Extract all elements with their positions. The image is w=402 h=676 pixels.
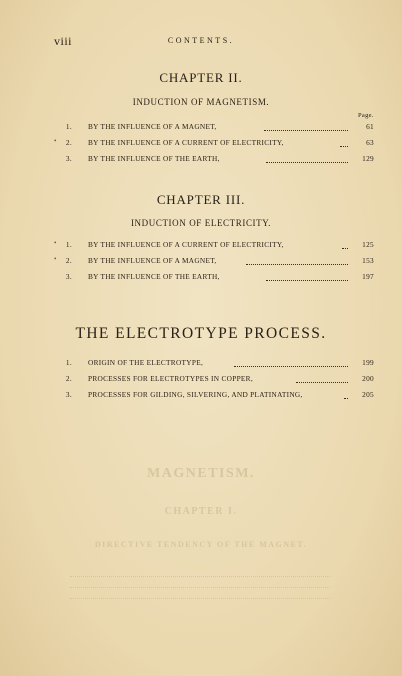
margin-mark: • bbox=[54, 255, 57, 263]
entry-page: 197 bbox=[362, 272, 374, 281]
entry-page: 199 bbox=[362, 358, 374, 367]
entry-title: BY THE INFLUENCE OF A CURRENT OF ELECTRICITY, bbox=[88, 138, 284, 147]
toc-entry bbox=[54, 240, 374, 252]
page-folio: viii bbox=[54, 34, 73, 48]
entry-page: 63 bbox=[366, 138, 374, 147]
entry-number: 1. bbox=[65, 122, 72, 131]
entry-page: 129 bbox=[362, 154, 374, 163]
entry-title: PROCESSES FOR ELECTROTYPES IN COPPER, bbox=[88, 374, 253, 383]
toc-entry bbox=[54, 154, 374, 166]
toc-entry bbox=[54, 390, 374, 402]
margin-mark: • bbox=[54, 137, 57, 145]
entry-title: ORIGIN OF THE ELECTROTYPE, bbox=[88, 358, 204, 367]
toc-entry bbox=[54, 358, 374, 370]
dot-leader bbox=[266, 280, 348, 281]
entry-title: BY THE INFLUENCE OF THE EARTH, bbox=[88, 272, 220, 281]
bleed-through-chapter: CHAPTER I. bbox=[164, 506, 238, 517]
entry-number: 1. bbox=[65, 240, 72, 249]
toc-entry bbox=[54, 256, 374, 268]
entry-number: 1. bbox=[65, 358, 72, 367]
dot-leader bbox=[296, 382, 348, 383]
dot-leader bbox=[266, 162, 348, 163]
page-column-label: Page. bbox=[358, 112, 374, 119]
chapter-2-heading: CHAPTER II. bbox=[159, 70, 243, 85]
bleed-through-heading: MAGNETISM. bbox=[147, 466, 255, 481]
toc-entry bbox=[54, 138, 374, 150]
entry-page: 200 bbox=[362, 374, 374, 383]
dot-leader bbox=[264, 130, 348, 131]
chapter-3-heading: CHAPTER III. bbox=[156, 192, 246, 207]
entry-title: BY THE INFLUENCE OF A CURRENT OF ELECTRICITY, bbox=[88, 240, 284, 249]
entry-number: 3. bbox=[65, 272, 72, 281]
entry-title: BY THE INFLUENCE OF THE EARTH, bbox=[88, 154, 220, 163]
margin-mark: • bbox=[54, 239, 57, 247]
electrotype-heading: THE ELECTROTYPE PROCESS. bbox=[75, 325, 327, 342]
entry-page: 153 bbox=[362, 256, 374, 265]
toc-entry bbox=[54, 122, 374, 134]
entry-number: 2. bbox=[65, 374, 72, 383]
dot-leader bbox=[340, 146, 348, 147]
entry-page: 61 bbox=[366, 122, 374, 131]
entry-title: BY THE INFLUENCE OF A MAGNET, bbox=[88, 256, 217, 265]
entry-number: 3. bbox=[65, 390, 72, 399]
entry-title: PROCESSES FOR GILDING, SILVERING, AND PLATINATING, bbox=[88, 390, 303, 399]
bleed-through-subline: DIRECTIVE TENDENCY OF THE MAGNET. bbox=[94, 540, 308, 549]
chapter-3-subheading: INDUCTION OF ELECTRICITY. bbox=[130, 218, 272, 228]
entry-number: 2. bbox=[65, 138, 72, 147]
toc-entry bbox=[54, 272, 374, 284]
bleed-through-lines bbox=[70, 566, 330, 606]
dot-leader bbox=[234, 366, 348, 367]
entry-title: BY THE INFLUENCE OF A MAGNET, bbox=[88, 122, 217, 131]
chapter-2-subheading: INDUCTION OF MAGNETISM. bbox=[132, 97, 270, 107]
dot-leader bbox=[344, 398, 348, 399]
dot-leader bbox=[342, 248, 348, 249]
toc-entry bbox=[54, 374, 374, 386]
running-head: CONTENTS. bbox=[167, 36, 235, 45]
entry-page: 125 bbox=[362, 240, 374, 249]
entry-page: 205 bbox=[362, 390, 374, 399]
entry-number: 3. bbox=[65, 154, 72, 163]
entry-number: 2. bbox=[65, 256, 72, 265]
dot-leader bbox=[246, 264, 348, 265]
